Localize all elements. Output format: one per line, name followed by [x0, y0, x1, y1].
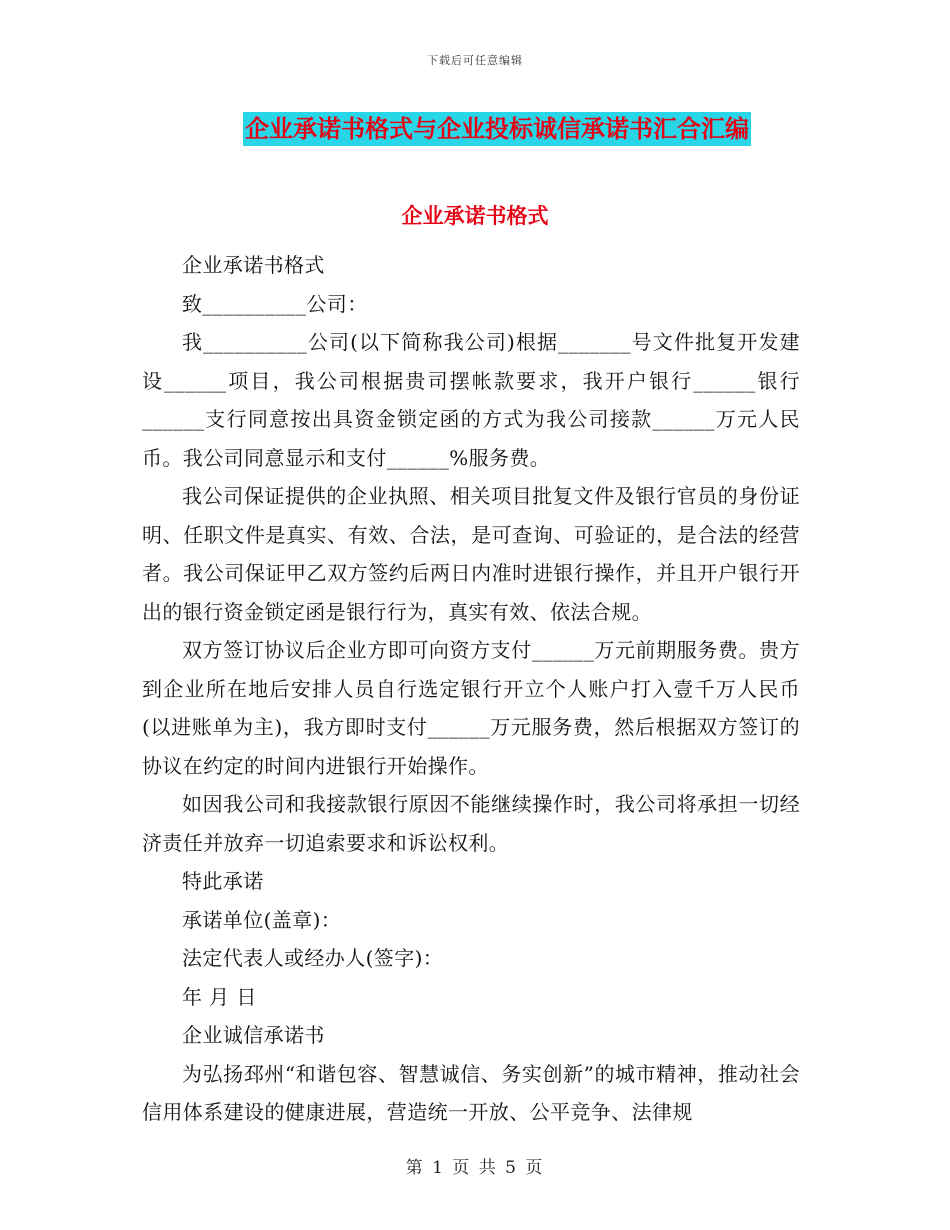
paragraph-guarantee: 我公司保证提供的企业执照、相关项目批复文件及银行官员的身份证明、任职文件是真实、有效、合法，是可查询、可验证的，是合法的经营者。我公司保证甲乙双方签约后两日内准时进银行操作，并且开户银行开出的银行资金锁定函是银行行为，真实有效、依法合规。: [142, 484, 800, 624]
paragraph-integrity-intro: 为弘扬邳州“和谐包容、智慧诚信、务实创新”的城市精神，推动社会信用体系建设的健康进展，营造统一开放、公平竞争、法律规: [142, 1061, 800, 1124]
paragraph-date-line: 年 月 日: [182, 984, 257, 1009]
paragraph-addressee: 致__________公司：: [182, 291, 368, 316]
paragraph-liability: 如因我公司和我接款银行原因不能继续操作时，我公司将承担一切经济责任并放弃一切追索要求和诉讼权利。: [142, 792, 800, 855]
paragraph-second-heading: 企业诚信承诺书: [182, 1023, 325, 1047]
header-note: 下载后可任意编辑: [427, 54, 523, 67]
document-body: [142, 246, 800, 1132]
paragraph-payment: 双方签订协议后企业方即可向资方支付______万元前期服务费。贵方到企业所在地后安排人员自行选定银行开立个人账户打入壹千万人民币(以进账单为主)，我方即时支付______万元服务费，然后根据双方签订的协议在约定的时间内进银行开始操作。: [142, 638, 800, 778]
paragraph-request: 我__________公司(以下简称我公司)根据_______号文件批复开发建设______项目，我公司根据贵司摆帐款要求，我开户银行______银行 ______支行同意按出具资金锁定函的方式为我公司接款______万元人民币。我公司同意显示和支付______%服务费。: [142, 330, 800, 470]
page-footer: 第 1 页 共 5 页: [405, 1158, 545, 1178]
main-title-container: [0, 112, 950, 146]
section-title: 企业承诺书格式: [401, 204, 549, 228]
paragraph-heading: 企业承诺书格式: [182, 253, 325, 277]
paragraph-closing: 特此承诺: [182, 869, 264, 893]
document-main-title: 企业承诺书格式与企业投标诚信承诺书汇合汇编: [243, 112, 751, 146]
paragraph-seal-line: 承诺单位(盖章)：: [182, 907, 342, 932]
paragraph-signature-line: 法定代表人或经办人(签字)：: [182, 946, 444, 970]
